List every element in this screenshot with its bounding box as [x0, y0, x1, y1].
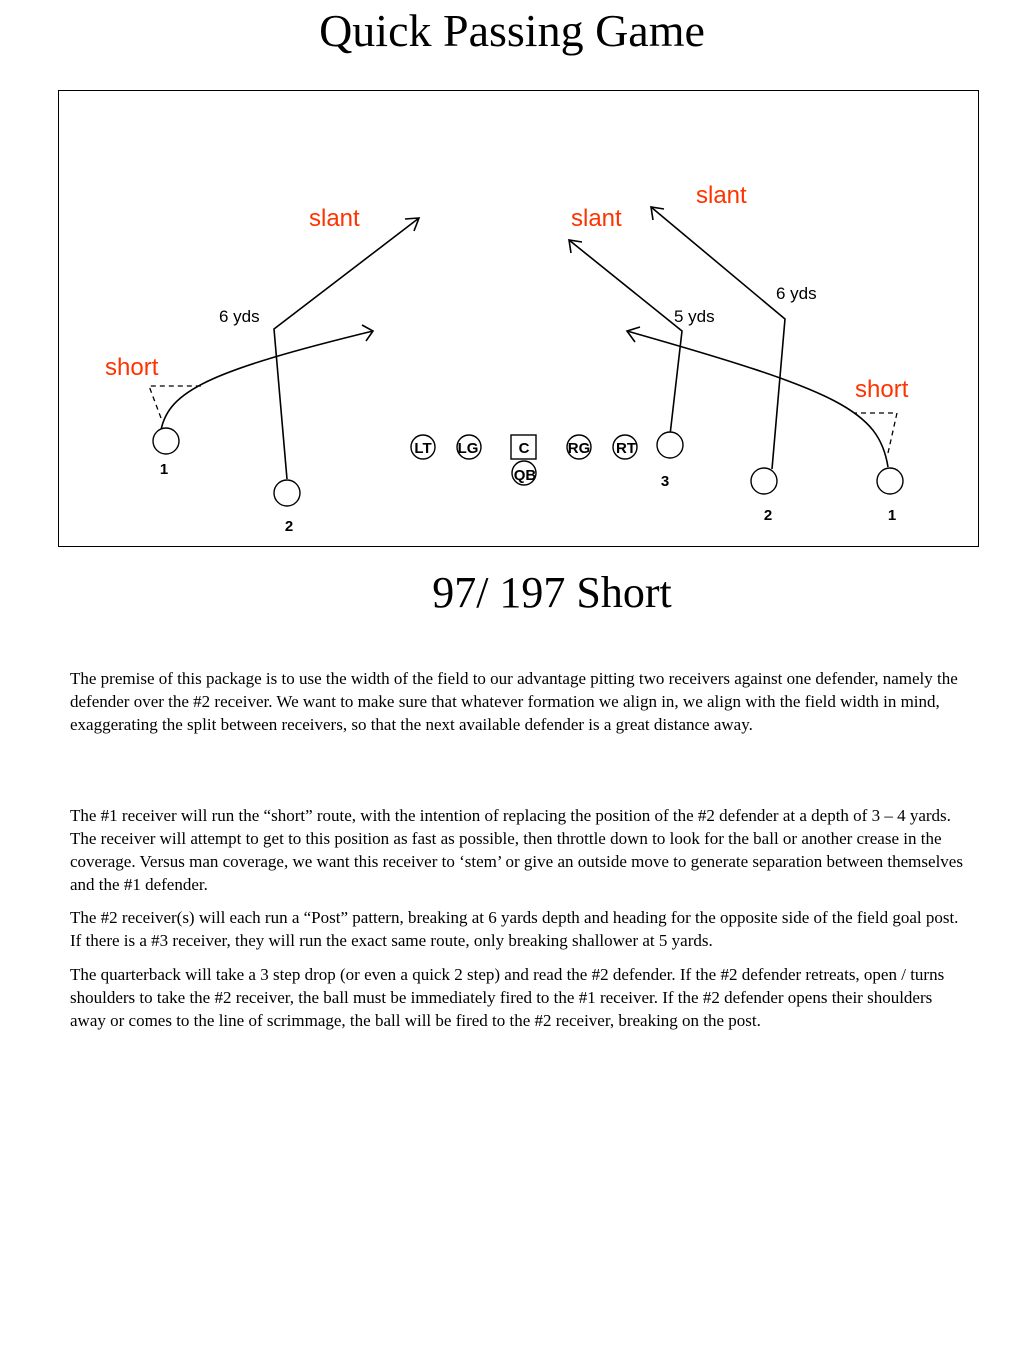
paragraph-receiver-2: The #2 receiver(s) will each run a “Post” pattern, breaking at 6 yards depth and heading for the opposite side of the field goal post. If there is a #3 receiver, they will run the exact same route, only breaking shallower at 5 yards.: [70, 908, 959, 950]
receiver-left-1: [153, 428, 179, 454]
paragraph-receiver-1: The #1 receiver will run the “short” route, with the intention of replacing the position of the #2 defender at a depth of 3 – 4 yards. The receiver will attempt to get to this position as fast as possible, then throttle down to look for the ball or another crease in the coverage. Versus man coverage, we want this receiver to ‘stem’ or give an outside move to generate separation between themselves and the #1 defender.: [70, 806, 963, 894]
label-qb: QB: [513, 467, 537, 484]
label-lg: LG: [457, 440, 479, 457]
depth-label-right-2: 6 yds: [776, 284, 817, 303]
receiver-number-right-1: 1: [887, 507, 897, 524]
play-diagram: [58, 90, 979, 547]
receiver-number-right-3: 3: [660, 473, 670, 490]
receiver-number-left-1: 1: [159, 461, 169, 478]
depth-label-right-3: 5 yds: [674, 307, 715, 326]
receiver-right-2: [751, 468, 777, 494]
depth-label-left-2: 6 yds: [219, 307, 260, 326]
paragraph-premise: The premise of this package is to use the width of the field to our advantage pitting two receivers against one defender, namely the defender over the #2 receiver. We want to make sure that whatever formation we align in, we align with the field width in mind, exaggerating the split between receivers, so that the next available defender is a great distance away.: [70, 669, 958, 734]
label-rg: RG: [567, 440, 591, 457]
receiver-right-3: [657, 432, 683, 458]
route-label-short-left: short: [105, 354, 159, 381]
label-rt: RT: [616, 440, 636, 457]
route-label-slant-left: slant: [309, 205, 360, 232]
play-diagram-svg: [59, 91, 980, 548]
play-name: 97/ 197 Short: [432, 568, 672, 617]
receiver-number-left-2: 2: [284, 518, 294, 535]
route-label-slant-mid: slant: [571, 205, 622, 232]
paragraph-quarterback: The quarterback will take a 3 step drop (or even a quick 2 step) and read the #2 defender. If the #2 defender retreats, open / turns shoulders to take the #2 receiver, the ball must be immediately fired to the #1 receiver. If the #2 defender opens their shoulders away or comes to the line of scrimmage, the ball will be fired to the #2 receiver, breaking on the post.: [70, 965, 945, 1030]
receiver-number-right-2: 2: [763, 507, 773, 524]
receiver-right-1: [877, 468, 903, 494]
label-c: C: [518, 440, 530, 457]
route-label-short-right: short: [855, 376, 909, 403]
route-left-2-slant: [274, 218, 419, 479]
label-lt: LT: [414, 440, 432, 457]
page-title: Quick Passing Game: [319, 5, 705, 56]
route-right-3-slant: [569, 240, 682, 435]
receiver-left-2: [274, 480, 300, 506]
route-left-1-short: [161, 331, 373, 430]
route-label-slant-right: slant: [696, 182, 747, 209]
